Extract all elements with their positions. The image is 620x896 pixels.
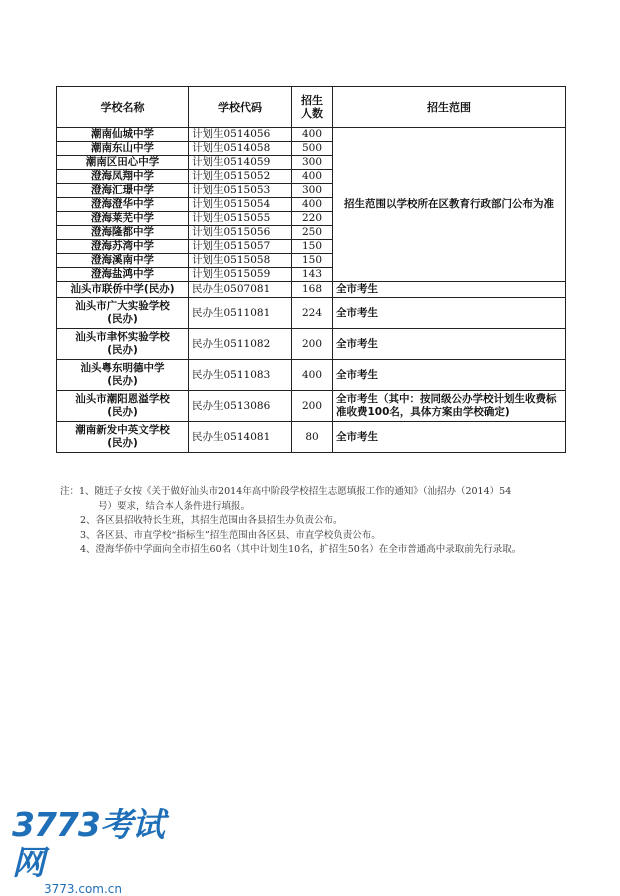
table-row <box>57 282 566 298</box>
header-enrollment-count-line1: 招生 <box>301 94 323 107</box>
school-code-cell: 民办生0511082 <box>189 329 292 360</box>
site-watermark-logo <box>12 805 182 896</box>
table-row <box>57 329 566 360</box>
watermark-brand: 3773考试网 <box>12 805 164 882</box>
school-name-cell: 澄海汇璟中学 <box>57 184 189 198</box>
quota-cell: 250 <box>292 226 333 240</box>
footnotes <box>60 485 585 558</box>
table-row <box>57 298 566 329</box>
school-name-line2: (民办) <box>107 313 138 325</box>
school-name-cell: 潮南仙城中学 <box>57 128 189 142</box>
note-1-line1: 注：1、随迁子女按《关于做好汕头市2014年高中阶段学校招生志愿填报工作的通知》（汕招办（2014）54 <box>60 486 512 497</box>
table-row <box>57 128 566 142</box>
scope-cell: 全市考生 <box>333 360 566 391</box>
school-name-cell <box>57 422 189 453</box>
quota-cell: 224 <box>292 298 333 329</box>
header-school-code: 学校代码 <box>189 87 292 128</box>
note-2: 2、各区县招收特长生班，其招生范围由各县招生办负责公布。 <box>80 515 343 526</box>
table-row <box>57 422 566 453</box>
quota-cell: 300 <box>292 184 333 198</box>
school-code-cell: 民办生0511083 <box>189 360 292 391</box>
school-code-cell: 计划生0515059 <box>189 268 292 282</box>
quota-cell: 400 <box>292 128 333 142</box>
school-name-line2: (民办) <box>107 406 138 418</box>
school-name-cell: 潮南东山中学 <box>57 142 189 156</box>
scope-cell <box>333 391 566 422</box>
quota-cell: 168 <box>292 282 333 298</box>
scope-cell: 全市考生 <box>333 329 566 360</box>
school-code-cell: 计划生0515058 <box>189 254 292 268</box>
quota-cell: 220 <box>292 212 333 226</box>
school-name-cell <box>57 329 189 360</box>
table-row <box>57 391 566 422</box>
scope-line2: 准收费100名，具体方案由学校确定) <box>336 406 510 418</box>
note-4: 4、澄海华侨中学面向全市招生60名（其中计划生10名，扩招生50名）在全市普通高中录取前先行录取。 <box>80 544 522 555</box>
school-code-cell: 计划生0515053 <box>189 184 292 198</box>
note-3: 3、各区县、市直学校“指标生”招生范围由各区县、市直学校负责公布。 <box>80 529 381 541</box>
school-code-cell: 民办生0507081 <box>189 282 292 298</box>
school-code-cell: 计划生0515055 <box>189 212 292 226</box>
admissions-table <box>56 86 566 453</box>
school-name-cell: 澄海溪南中学 <box>57 254 189 268</box>
school-name-cell <box>57 360 189 391</box>
header-enrollment-count <box>292 87 333 128</box>
school-name-cell: 澄海莱芜中学 <box>57 212 189 226</box>
quota-cell: 150 <box>292 240 333 254</box>
school-name-line2: (民办) <box>107 437 138 449</box>
school-name-cell: 澄海苏湾中学 <box>57 240 189 254</box>
school-code-cell: 计划生0515057 <box>189 240 292 254</box>
school-name-line1: 潮南新发中英文学校 <box>75 424 170 436</box>
school-name-cell: 澄海澄华中学 <box>57 198 189 212</box>
school-name-cell: 澄海凤翔中学 <box>57 170 189 184</box>
school-code-cell: 计划生0515054 <box>189 198 292 212</box>
school-name-line2: (民办) <box>107 375 138 387</box>
school-name-cell: 汕头市联侨中学(民办) <box>57 282 189 298</box>
school-name-cell: 澄海隆都中学 <box>57 226 189 240</box>
school-name-line1: 汕头市广大实验学校 <box>75 300 170 312</box>
school-code-cell: 计划生0514056 <box>189 128 292 142</box>
school-name-line1: 汕头市聿怀实验学校 <box>75 331 170 343</box>
school-code-cell: 民办生0513086 <box>189 391 292 422</box>
quota-cell: 300 <box>292 156 333 170</box>
scope-cell: 全市考生 <box>333 298 566 329</box>
quota-cell: 200 <box>292 391 333 422</box>
school-code-cell: 民办生0514081 <box>189 422 292 453</box>
quota-cell: 400 <box>292 170 333 184</box>
school-name-cell: 潮南区田心中学 <box>57 156 189 170</box>
quota-cell: 80 <box>292 422 333 453</box>
header-school-name: 学校名称 <box>57 87 189 128</box>
header-enrollment-scope: 招生范围 <box>333 87 566 128</box>
school-code-cell: 计划生0515056 <box>189 226 292 240</box>
quota-cell: 143 <box>292 268 333 282</box>
school-name-line1: 汕头市潮阳恩溢学校 <box>75 393 170 405</box>
school-name-cell <box>57 391 189 422</box>
school-name-cell: 澄海盐鸿中学 <box>57 268 189 282</box>
school-code-cell: 计划生0514058 <box>189 142 292 156</box>
school-name-cell <box>57 298 189 329</box>
school-code-cell: 计划生0515052 <box>189 170 292 184</box>
quota-cell: 500 <box>292 142 333 156</box>
quota-cell: 400 <box>292 198 333 212</box>
merged-scope-cell: 招生范围以学校所在区教育行政部门公布为准 <box>333 128 566 282</box>
quota-cell: 400 <box>292 360 333 391</box>
school-name-line2: (民办) <box>107 344 138 356</box>
school-name-line1: 汕头粤东明德中学 <box>80 362 165 374</box>
scope-line1: 全市考生（其中：按同级公办学校计划生收费标 <box>336 393 557 405</box>
note-1-line2: 号）要求，结合本人条件进行填报。 <box>98 500 251 512</box>
table-header-row <box>57 87 566 128</box>
quota-cell: 200 <box>292 329 333 360</box>
scope-cell: 全市考生 <box>333 282 566 298</box>
table-row <box>57 360 566 391</box>
scope-cell: 全市考生 <box>333 422 566 453</box>
quota-cell: 150 <box>292 254 333 268</box>
school-code-cell: 计划生0514059 <box>189 156 292 170</box>
header-enrollment-count-line2: 人数 <box>301 107 323 120</box>
watermark-url: 3773.com.cn <box>44 882 122 896</box>
school-code-cell: 民办生0511081 <box>189 298 292 329</box>
